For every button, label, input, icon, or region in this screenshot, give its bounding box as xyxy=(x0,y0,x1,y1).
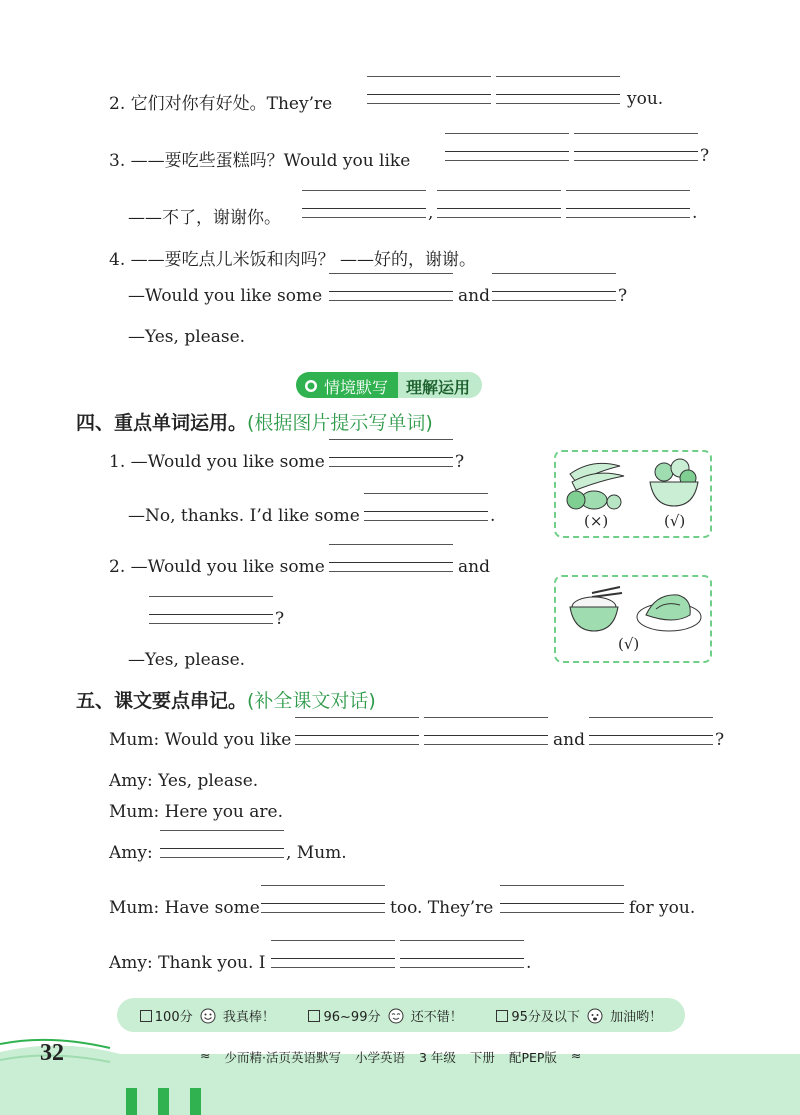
s5-l3: Mum: Here you are. xyxy=(109,802,284,822)
section-banner xyxy=(296,372,482,398)
answer-blank[interactable] xyxy=(424,717,548,745)
wave-icon: ≈ xyxy=(570,1048,582,1063)
s4-q1-end: ? xyxy=(455,452,465,472)
s4-q1: 1. —Would you like some xyxy=(109,452,325,472)
q3-answer: ——不了，谢谢你。 xyxy=(128,208,281,228)
s5-l2: Amy: Yes, please. xyxy=(109,771,259,791)
q4-and: and xyxy=(458,286,490,306)
s4-q1b-end: . xyxy=(490,506,496,526)
fruit-icon xyxy=(562,456,632,511)
answer-blank[interactable] xyxy=(400,940,524,968)
answer-blank[interactable] xyxy=(329,544,453,572)
picture-fruit-salad xyxy=(554,450,712,538)
answer-blank[interactable] xyxy=(492,273,616,301)
s4-q1b: —No, thanks. I’d like some xyxy=(128,506,360,526)
footer-info: ≈ 少而精·活页英语默写 小学英语 3 年级 下册 配PEP版 ≈ xyxy=(200,1048,582,1065)
wave-decoration xyxy=(0,1030,800,1115)
answer-blank[interactable] xyxy=(302,190,426,218)
medal-icon xyxy=(304,379,318,393)
checkbox[interactable] xyxy=(308,1010,320,1022)
answer-blank[interactable] xyxy=(367,76,491,104)
banner-left: 情境默写 xyxy=(324,377,389,397)
s5-l6-end: . xyxy=(526,953,532,973)
score-bar xyxy=(117,998,685,1032)
happy-face-icon xyxy=(200,1008,216,1024)
answer-blank[interactable] xyxy=(566,190,690,218)
pic1-left-mark: (×) xyxy=(584,512,609,530)
s4-yes: —Yes, please. xyxy=(128,650,246,670)
picture-rice-meat xyxy=(554,575,712,663)
s5-l4: Amy: xyxy=(109,843,153,863)
s5-l1: Mum: Would you like xyxy=(109,730,292,750)
answer-blank[interactable] xyxy=(589,717,713,745)
q2-text: 2. 它们对你有好处。They’re xyxy=(109,94,333,114)
checkbox[interactable] xyxy=(140,1010,152,1022)
answer-blank[interactable] xyxy=(271,940,395,968)
s5-l5-mid: too. They’re xyxy=(390,898,494,918)
q2-end: you. xyxy=(627,89,664,109)
wave-icon: ≈ xyxy=(200,1048,211,1063)
s5-l6: Amy: Thank you. I xyxy=(109,953,266,973)
q3-comma: , xyxy=(428,203,434,223)
answer-blank[interactable] xyxy=(329,439,453,467)
q4-text: 4. ——要吃点儿米饭和肉吗？ ——好的，谢谢。 xyxy=(109,250,477,270)
answer-blank[interactable] xyxy=(261,885,385,913)
answer-blank[interactable] xyxy=(364,493,488,521)
answer-blank[interactable] xyxy=(149,596,273,624)
q4-question: —Would you like some xyxy=(128,286,323,306)
checkbox[interactable] xyxy=(496,1010,508,1022)
section-4-title: 四、重点单词运用。(根据图片提示写单词) xyxy=(76,412,433,434)
q3-end: ? xyxy=(700,146,710,166)
pic2-mark: (√) xyxy=(618,635,640,653)
s4-q2-and: and xyxy=(458,557,490,577)
s5-l1-end: ? xyxy=(715,730,725,750)
section-5-title: 五、课文要点串记。(补全课文对话) xyxy=(76,690,376,712)
answer-blank[interactable] xyxy=(496,76,620,104)
page-footer xyxy=(0,1030,800,1115)
s4-q2: 2. —Would you like some xyxy=(109,557,325,577)
banner-right: 理解运用 xyxy=(398,372,482,398)
s5-l5: Mum: Have some xyxy=(109,898,260,918)
page-number: 32 xyxy=(40,1040,64,1066)
answer-blank[interactable] xyxy=(574,133,698,161)
q3-text: 3. ——要吃些蛋糕吗？Would you like xyxy=(109,151,411,171)
smile-face-icon xyxy=(388,1008,404,1024)
q4-end: ? xyxy=(618,286,628,306)
s5-l4-end: , Mum. xyxy=(286,843,347,863)
q3-period: . xyxy=(692,203,698,223)
answer-blank[interactable] xyxy=(160,830,284,858)
answer-blank[interactable] xyxy=(329,273,453,301)
answer-blank[interactable] xyxy=(500,885,624,913)
q4-yes: —Yes, please. xyxy=(128,327,246,347)
pic1-right-mark: (√) xyxy=(664,512,686,530)
score-option-b[interactable]: 96~99分 还不错！ xyxy=(308,1006,462,1025)
s4-q2-end: ? xyxy=(275,609,285,629)
score-option-a[interactable]: 100分 我真棒！ xyxy=(140,1006,275,1025)
rice-bowl-icon xyxy=(562,585,626,635)
answer-blank[interactable] xyxy=(437,190,561,218)
salad-bowl-icon xyxy=(644,456,704,511)
s5-l5-end: for you. xyxy=(629,898,696,918)
s5-l1-and: and xyxy=(553,730,585,750)
cheer-face-icon xyxy=(587,1008,603,1024)
answer-blank[interactable] xyxy=(295,717,419,745)
answer-blank[interactable] xyxy=(445,133,569,161)
meat-plate-icon xyxy=(634,585,704,635)
score-option-c[interactable]: 95分及以下 加油哟！ xyxy=(496,1006,662,1025)
